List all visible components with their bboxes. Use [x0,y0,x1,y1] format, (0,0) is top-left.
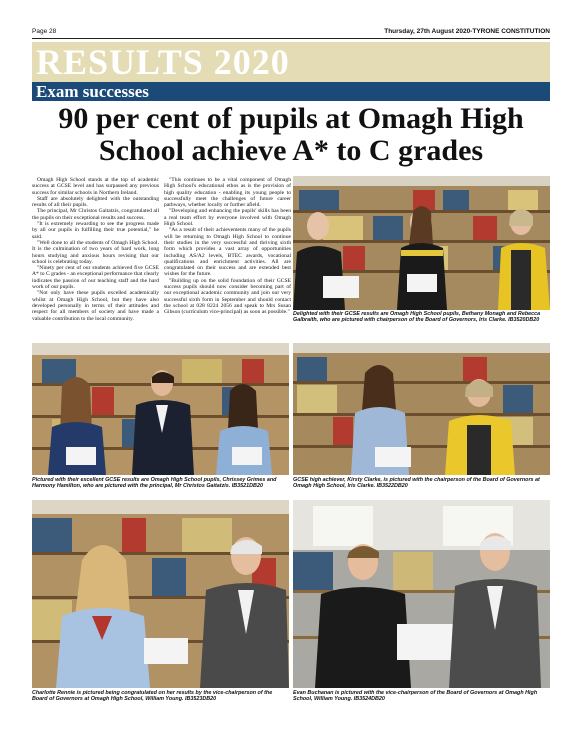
photo-caption-5: Evan Buchanan is pictured with the vice-chairperson of the Board of Governors at Omagh High School, William Young. IB3524DB20 [293,690,538,703]
article-body [32,177,291,345]
photo-caption-1: Delighted with their GCSE results are Omagh High School pupils, Bethany Monagh and Rebecca Galbraith, who are pictured with chairperson of the Board of Governors, Iris Clarke. IB3520DB20 [293,311,541,324]
photo-3 [293,343,550,475]
section-title: Exam successes [36,82,149,101]
banner-title: RESULTS 2020 [36,42,290,82]
photo-5 [293,500,550,688]
article-paragraph: "This continues to be a vital component of Omagh High School's educational ethos as is the provision of high quality education - enabling its young people to successfully meet the challenges of future career pathways, whether locally or further afield. [164,177,291,209]
results-banner [32,42,550,82]
article-paragraph: "Ninety per cent of our students achieved five GCSE A* to C grades - an exceptional performance that clearly indicates the passion of our teaching staff and the hard work of our pupils. [32,265,159,291]
photo-caption-2: Pictured with their excellent GCSE results are Omagh High School pupils, Chrissey Grimes and Harmony Hamilton, who are pictured with the principal, Mr Christos Gaitatzis. IB3521DB20 [32,477,277,490]
section-bar [32,82,550,101]
article-paragraph: Omagh High School stands at the top of academic success at GCSE level and has surpassed any previous success for similar schools in Northern Ireland. [32,177,159,196]
page-header [32,26,550,40]
photo-caption-3: GCSE high achiever, Kirsty Clarke, is pictured with the chairperson of the Board of Governors at Omagh High School, Iris Clarke. IB3522DB20 [293,477,540,490]
article-paragraph: "Developing and enhancing the pupils' skills has been a real team effort by everyone involved with Omagh High School. [164,208,291,228]
article-paragraph: "As a result of their achievements many of the pupils will be returning to Omagh High School to continue their studies in the very successful and thriving sixth form which provides a vast array of opportunities including AS/A2 levels, BTEC awards, vocational qualifications and enrichment activities. All are congratulated on their success and are extended best wishes for the future. [164,227,291,278]
photo-2 [32,343,289,475]
article-paragraph: The principal, Mr Christos Gaitatzis, congratulated all the pupils on their exceptional results and success. [32,208,159,221]
dateline: Thursday, 27th August 2020-TYRONE CONSTITUTION [384,28,550,35]
page-number: Page 28 [32,28,57,35]
headline: 90 per cent of pupils at Omagh High School achieve A* to C grades [58,102,524,167]
article-paragraph: "It is extremely rewarding to see the progress made by all our pupils in fulfilling their true potential," he said. [32,221,159,240]
header-rule [32,38,550,39]
article-paragraph: Staff are absolutely delighted with the outstanding results of all their pupils. [32,195,159,209]
photo-1 [293,176,550,310]
photo-caption-4: Charlotte Rennie is pictured being congratulated on her results by the vice-chairperson of the Board of Governors at Omagh High School, William Young. IB3523DB20 [32,690,273,703]
article-paragraph: "Building up on the solid foundation of their GCSE success pupils should now consider becoming part of our exceptional academic community and join our very successful sixth form in September and should contact the school at 028 8224 2056 and speak to Mrs Susan Gibson (curriculum vice-principal) as soon as possible." [164,277,291,316]
photo-4 [32,500,289,688]
article-paragraph: "Not only have these pupils excelled academically whilst at Omagh High School, but they have also developed personally in terms of their attitudes and respect for all members of society and have made a valuable contribution to the local community. [32,290,159,322]
article-paragraph: "Well done to all the students of Omagh High School. It is the culmination of two years of hard work, long hours studying and anxious hours revising that our school is celebrating today. [32,239,159,265]
